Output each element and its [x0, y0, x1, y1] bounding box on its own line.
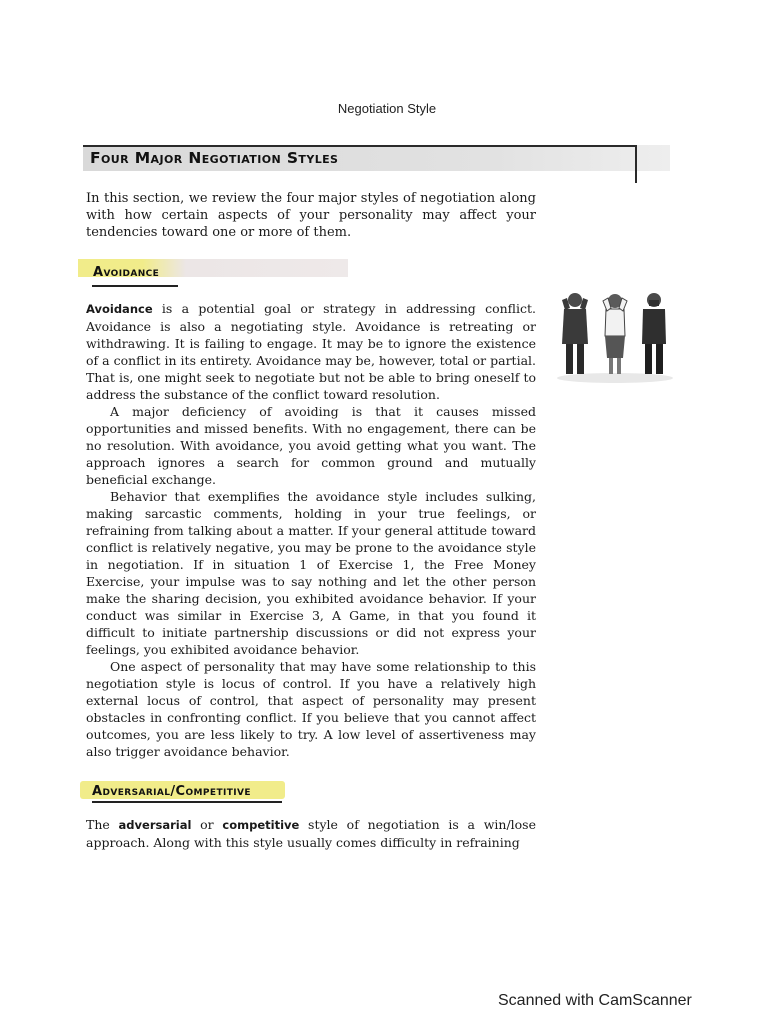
adversarial-paragraph-1	[86, 816, 536, 851]
three-wise-figures-illustration	[555, 288, 675, 384]
avoidance-heading: Avoidance	[93, 265, 160, 280]
avoidance-paragraph-4: One aspect of personality that may have some relationship to this negotiation style is locus of control. If you have a relatively high external locus of control, that aspect of personality may present obstacles in confronting conflict. If you believe that you cannot affect outcomes, you are less likely to try. A low level of assertiveness may also trigger avoidance behavior.	[86, 659, 536, 759]
intro-paragraph: In this section, we review the four major styles of negotiation along with how certain aspects of your personality may affect your tendencies toward one or more of them.	[86, 191, 536, 240]
avoidance-term: Avoidance	[86, 302, 153, 316]
adversarial-term: adversarial	[118, 818, 192, 832]
avoidance-paragraph-1	[86, 300, 536, 403]
banner-top-rule	[83, 145, 636, 147]
figure-right	[642, 293, 666, 374]
avoidance-heading-rule	[92, 285, 178, 287]
adversarial-lead: The	[86, 817, 119, 832]
running-head: Negotiation Style	[337, 101, 437, 116]
competitive-term: competitive	[222, 818, 300, 832]
avoidance-paragraph-1-text: is a potential goal or strategy in addressing conflict. Avoidance is also a negotiating style. Avoidance is retreating or withdrawing. It is failing to engage. It may be to ignore the existence of a conflict in its entirety. Avoidance may be, however, total or partial. That is, one might seek to negotiate but not be able to bring oneself to address the substance of the conflict toward resolution.	[86, 301, 536, 402]
scanner-watermark: Scanned with CamScanner	[498, 992, 692, 1009]
figure-middle	[603, 294, 627, 374]
avoidance-body	[86, 300, 536, 760]
section-title: Four Major Negotiation Styles	[90, 149, 339, 167]
section-banner	[83, 145, 670, 171]
adversarial-heading-rule	[92, 801, 282, 803]
banner-right-rule	[635, 145, 637, 183]
adversarial-heading: Adversarial/Competitive	[92, 784, 251, 799]
figure-left	[562, 293, 588, 374]
adversarial-mid: or	[191, 817, 223, 832]
avoidance-paragraph-3: Behavior that exemplifies the avoidance style includes sulking, making sarcastic comments, holding in your true feelings, or refraining from talking about a matter. If your general attitude toward conflict is relatively negative, you may be prone to the avoidance style in negotiation. If in situation 1 of Exercise 1, the Free Money Exercise, your impulse was to say nothing and let the other person make the sharing decision, you exhibited avoidance behavior. If your conduct was similar in Exercise 3, A Game, in that you found it difficult to initiate partnership discussions or did not express your feelings, you exhibited avoidance behavior.	[86, 489, 536, 657]
adversarial-paragraph-text: style of negotiation is a win/lose approach. Along with this style usually comes difficulty in refraining	[86, 817, 536, 850]
avoidance-paragraph-2: A major deficiency of avoiding is that it causes missed opportunities and missed benefits. With no engagement, there can be no resolution. With avoidance, you avoid getting what you want. The approach ignores a search for common ground and mutually beneficial exchange.	[86, 404, 536, 487]
